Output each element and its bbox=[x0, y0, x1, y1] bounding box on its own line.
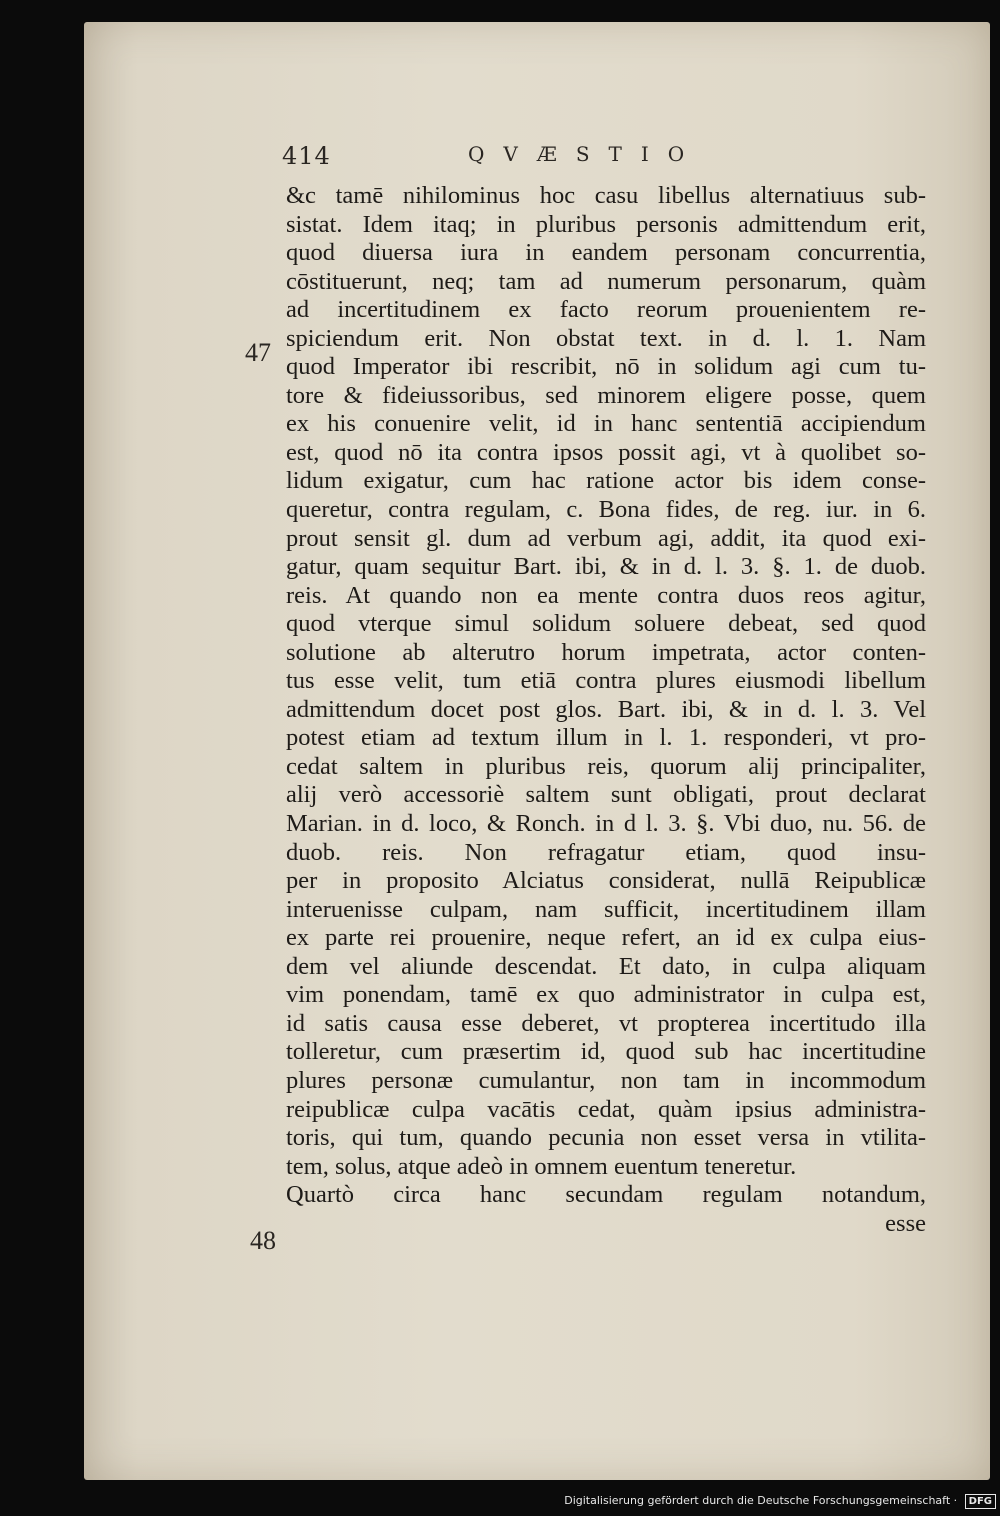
text-line: potest etiam ad textum illum in l. 1. responderi, vt pro- bbox=[286, 724, 926, 752]
text-line: interuenisse culpam, nam sufficit, incertitudinem illam bbox=[286, 895, 926, 923]
text-line: id satis causa esse deberet, vt propterea incertitudo illa bbox=[286, 1009, 926, 1037]
text-line: tolleretur, cum præsertim id, quod sub hac incertitudine bbox=[286, 1038, 926, 1066]
text-line: sistat. Idem itaq; in pluribus personis admittendum erit, bbox=[286, 210, 926, 238]
text-line: cōstituerunt, neq; tam ad numerum personarum, quàm bbox=[286, 267, 926, 295]
text-line: reis. At quando non ea mente contra duos reos agitur, bbox=[286, 581, 926, 609]
text-line: ex parte rei prouenire, neque refert, an id ex culpa eius- bbox=[286, 924, 926, 952]
text-line: ex his conuenire velit, id in hanc sententiā accipiendum bbox=[286, 410, 926, 438]
text-line: plures personæ cumulantur, non tam in incommodum bbox=[286, 1066, 926, 1094]
digitization-footer bbox=[0, 1494, 996, 1516]
text-line: ad incertitudinem ex facto reorum prouenientem re- bbox=[286, 296, 926, 324]
text-line: cedat saltem in pluribus reis, quorum alij principaliter, bbox=[286, 752, 926, 780]
text-line: alij verò accessoriè saltem sunt obligati, prout declarat bbox=[286, 781, 926, 809]
text-line: est, quod nō ita contra ipsos possit agi, vt à quolibet so- bbox=[286, 438, 926, 466]
text-line: quod Imperator ibi rescribit, nō in solidum agi cum tu- bbox=[286, 353, 926, 381]
text-line: tore & fideiussoribus, sed minorem eligere posse, quem bbox=[286, 381, 926, 409]
text-line: quod diuersa iura in eandem personam concurrentia, bbox=[286, 239, 926, 267]
text-line: prout sensit gl. dum ad verbum agi, addit, ita quod exi- bbox=[286, 524, 926, 552]
page-number: 414 bbox=[282, 142, 331, 170]
text-line: queretur, contra regulam, c. Bona fides, de reg. iur. in 6. bbox=[286, 496, 926, 524]
text-line: &c tamē nihilominus hoc casu libellus alternatiuus sub- bbox=[286, 182, 926, 209]
running-header bbox=[282, 140, 922, 174]
text-line: dem vel aliunde descendat. Et dato, in culpa aliquam bbox=[286, 952, 926, 980]
text-line: tem, solus, atque adeò in omnem euentum teneretur. bbox=[286, 1152, 797, 1180]
text-line: duob. reis. Non refragatur etiam, quod insu- bbox=[286, 838, 926, 866]
margin-number-48: 48 bbox=[250, 1226, 276, 1255]
text-line: spiciendum erit. Non obstat text. in d. l. 1. Nam bbox=[286, 324, 926, 352]
body-text bbox=[286, 182, 926, 1238]
text-line: per in proposito Alciatus considerat, nullā Reipublicæ bbox=[286, 867, 926, 895]
dfg-credit: Digitalisierung gefördert durch die Deutsche Forschungsgemeinschaft · bbox=[564, 1494, 958, 1507]
text-line: quod vterque simul solidum soluere debeat, sed quod bbox=[286, 610, 926, 638]
dfg-logo-icon: DFG bbox=[965, 1494, 996, 1509]
text-line: toris, qui tum, quando pecunia non esset versa in vtilita- bbox=[286, 1124, 926, 1152]
catchword: esse bbox=[885, 1209, 926, 1237]
text-line: admittendum docet post glos. Bart. ibi, & in d. l. 3. Vel bbox=[286, 695, 926, 723]
text-line: vim ponendam, tamē ex quo administrator in culpa est, bbox=[286, 981, 926, 1009]
text-line: solutione ab alterutro horum impetrata, actor conten- bbox=[286, 638, 926, 666]
text-line: gatur, quam sequitur Bart. ibi, & in d. l. 3. §. 1. de duob. bbox=[286, 553, 926, 581]
running-title: QVÆSTIO bbox=[468, 142, 704, 166]
margin-number-47: 47 bbox=[245, 338, 271, 367]
text-line: Marian. in d. loco, & Ronch. in d l. 3. §. Vbi duo, nu. 56. de bbox=[286, 810, 926, 838]
text-line: tus esse velit, tum etiā contra plures eiusmodi libellum bbox=[286, 667, 926, 695]
text-line: reipublicæ culpa vacātis cedat, quàm ipsius administra- bbox=[286, 1095, 926, 1123]
text-line: Quartò circa hanc secundam regulam notandum, bbox=[286, 1181, 926, 1209]
text-line: lidum exigatur, cum hac ratione actor bis idem conse- bbox=[286, 467, 926, 495]
